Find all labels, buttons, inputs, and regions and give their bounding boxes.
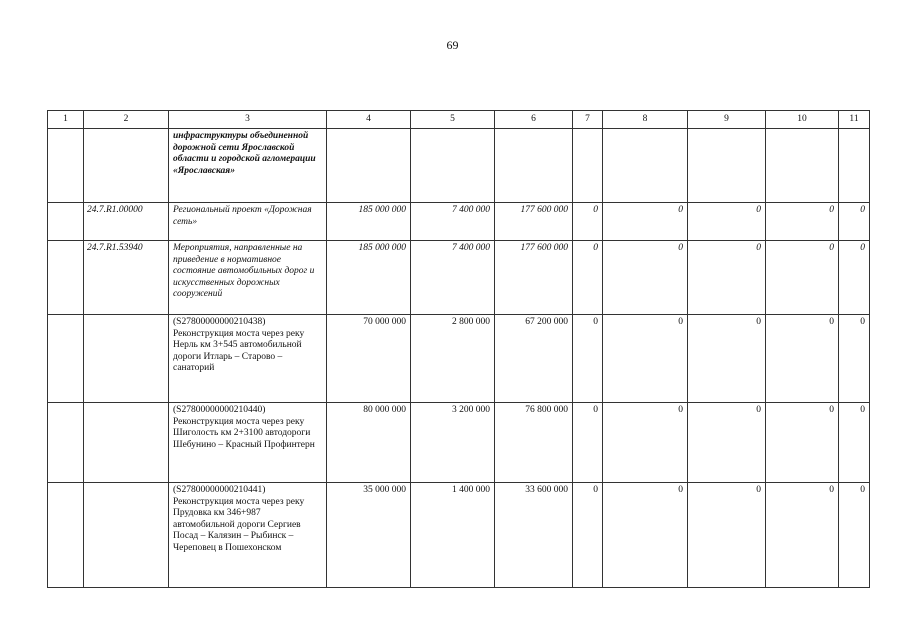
table-cell: 0 (766, 203, 839, 241)
column-header: 3 (169, 111, 327, 129)
table-cell: 0 (688, 315, 766, 403)
table-cell (688, 129, 766, 203)
table-cell: 0 (839, 483, 870, 588)
table-row (48, 483, 870, 588)
table-cell: 177 600 000 (495, 241, 573, 315)
table-cell: 0 (839, 403, 870, 483)
table-cell: 33 600 000 (495, 483, 573, 588)
table-cell: 185 000 000 (327, 203, 411, 241)
table-row (48, 129, 870, 203)
table-cell (48, 483, 84, 588)
table-cell: 0 (573, 241, 603, 315)
table-cell (327, 129, 411, 203)
table-cell (48, 315, 84, 403)
table-cell (766, 129, 839, 203)
table-cell: 0 (766, 241, 839, 315)
table-cell: (S27800000000210440) Реконструкция моста через реку Шиголость км 2+3100 автодороги Шебунино – Красный Профинтерн (169, 403, 327, 483)
table-cell (495, 129, 573, 203)
table-cell: 2 800 000 (411, 315, 495, 403)
table-cell (84, 483, 169, 588)
column-header: 9 (688, 111, 766, 129)
table-cell: 0 (688, 483, 766, 588)
table-cell: 0 (603, 241, 688, 315)
table-cell (84, 403, 169, 483)
column-header: 2 (84, 111, 169, 129)
table-cell: 7 400 000 (411, 241, 495, 315)
column-header: 4 (327, 111, 411, 129)
table-cell: 3 200 000 (411, 403, 495, 483)
table-cell: 70 000 000 (327, 315, 411, 403)
column-header: 7 (573, 111, 603, 129)
table-row (48, 403, 870, 483)
table-cell: 0 (766, 483, 839, 588)
table-cell (573, 129, 603, 203)
table-cell: 24.7.R1.53940 (84, 241, 169, 315)
table-row (48, 241, 870, 315)
table-cell (48, 203, 84, 241)
table-cell (48, 241, 84, 315)
table-cell (839, 129, 870, 203)
table-cell: 0 (603, 483, 688, 588)
table-cell: 24.7.R1.00000 (84, 203, 169, 241)
table-cell: 76 800 000 (495, 403, 573, 483)
table-cell: 0 (573, 403, 603, 483)
page-number: 69 (446, 38, 459, 52)
table-cell: (S27800000000210438) Реконструкция моста через реку Нерль км 3+545 автомобильной дороги Итларь – Старово – санаторий (169, 315, 327, 403)
table-cell: 0 (839, 203, 870, 241)
table-cell: 0 (603, 315, 688, 403)
table-cell: 177 600 000 (495, 203, 573, 241)
table-cell (603, 129, 688, 203)
table-cell: 0 (573, 203, 603, 241)
table-cell: (S27800000000210441) Реконструкция моста через реку Прудовка км 346+987 автомобильной дороги Сергиев Посад – Калязин – Рыбинск – Череповец в Пошехонском (169, 483, 327, 588)
table-cell: Региональный проект «Дорожная сеть» (169, 203, 327, 241)
table-cell: 0 (766, 315, 839, 403)
table-cell: 1 400 000 (411, 483, 495, 588)
table-cell: 0 (573, 315, 603, 403)
table-cell: 0 (688, 203, 766, 241)
table-cell: 0 (839, 241, 870, 315)
table-cell: 0 (839, 315, 870, 403)
table-cell: 0 (688, 241, 766, 315)
table-cell: 0 (766, 403, 839, 483)
table-row (48, 203, 870, 241)
table-cell: 0 (688, 403, 766, 483)
table-cell (48, 129, 84, 203)
column-header: 11 (839, 111, 870, 129)
table-cell: 80 000 000 (327, 403, 411, 483)
table-cell: Мероприятия, направленные на приведение в нормативное состояние автомобильных дорог и искусственных дорожных сооружений (169, 241, 327, 315)
table-row (48, 315, 870, 403)
column-header: 5 (411, 111, 495, 129)
table-cell (84, 315, 169, 403)
table-cell (48, 403, 84, 483)
table-cell: 7 400 000 (411, 203, 495, 241)
table-cell: 0 (603, 403, 688, 483)
column-header: 6 (495, 111, 573, 129)
table-cell: 0 (573, 483, 603, 588)
table-cell: 0 (603, 203, 688, 241)
table-header-row (48, 111, 870, 129)
table-cell: 67 200 000 (495, 315, 573, 403)
column-header: 8 (603, 111, 688, 129)
budget-table (47, 110, 870, 588)
table-cell: 35 000 000 (327, 483, 411, 588)
table-cell (84, 129, 169, 203)
column-header: 1 (48, 111, 84, 129)
column-header: 10 (766, 111, 839, 129)
table-cell: 185 000 000 (327, 241, 411, 315)
table-cell: инфраструктуры объединенной дорожной сети Ярославской области и городской агломерации «Ярославская» (169, 129, 327, 203)
table-cell (411, 129, 495, 203)
